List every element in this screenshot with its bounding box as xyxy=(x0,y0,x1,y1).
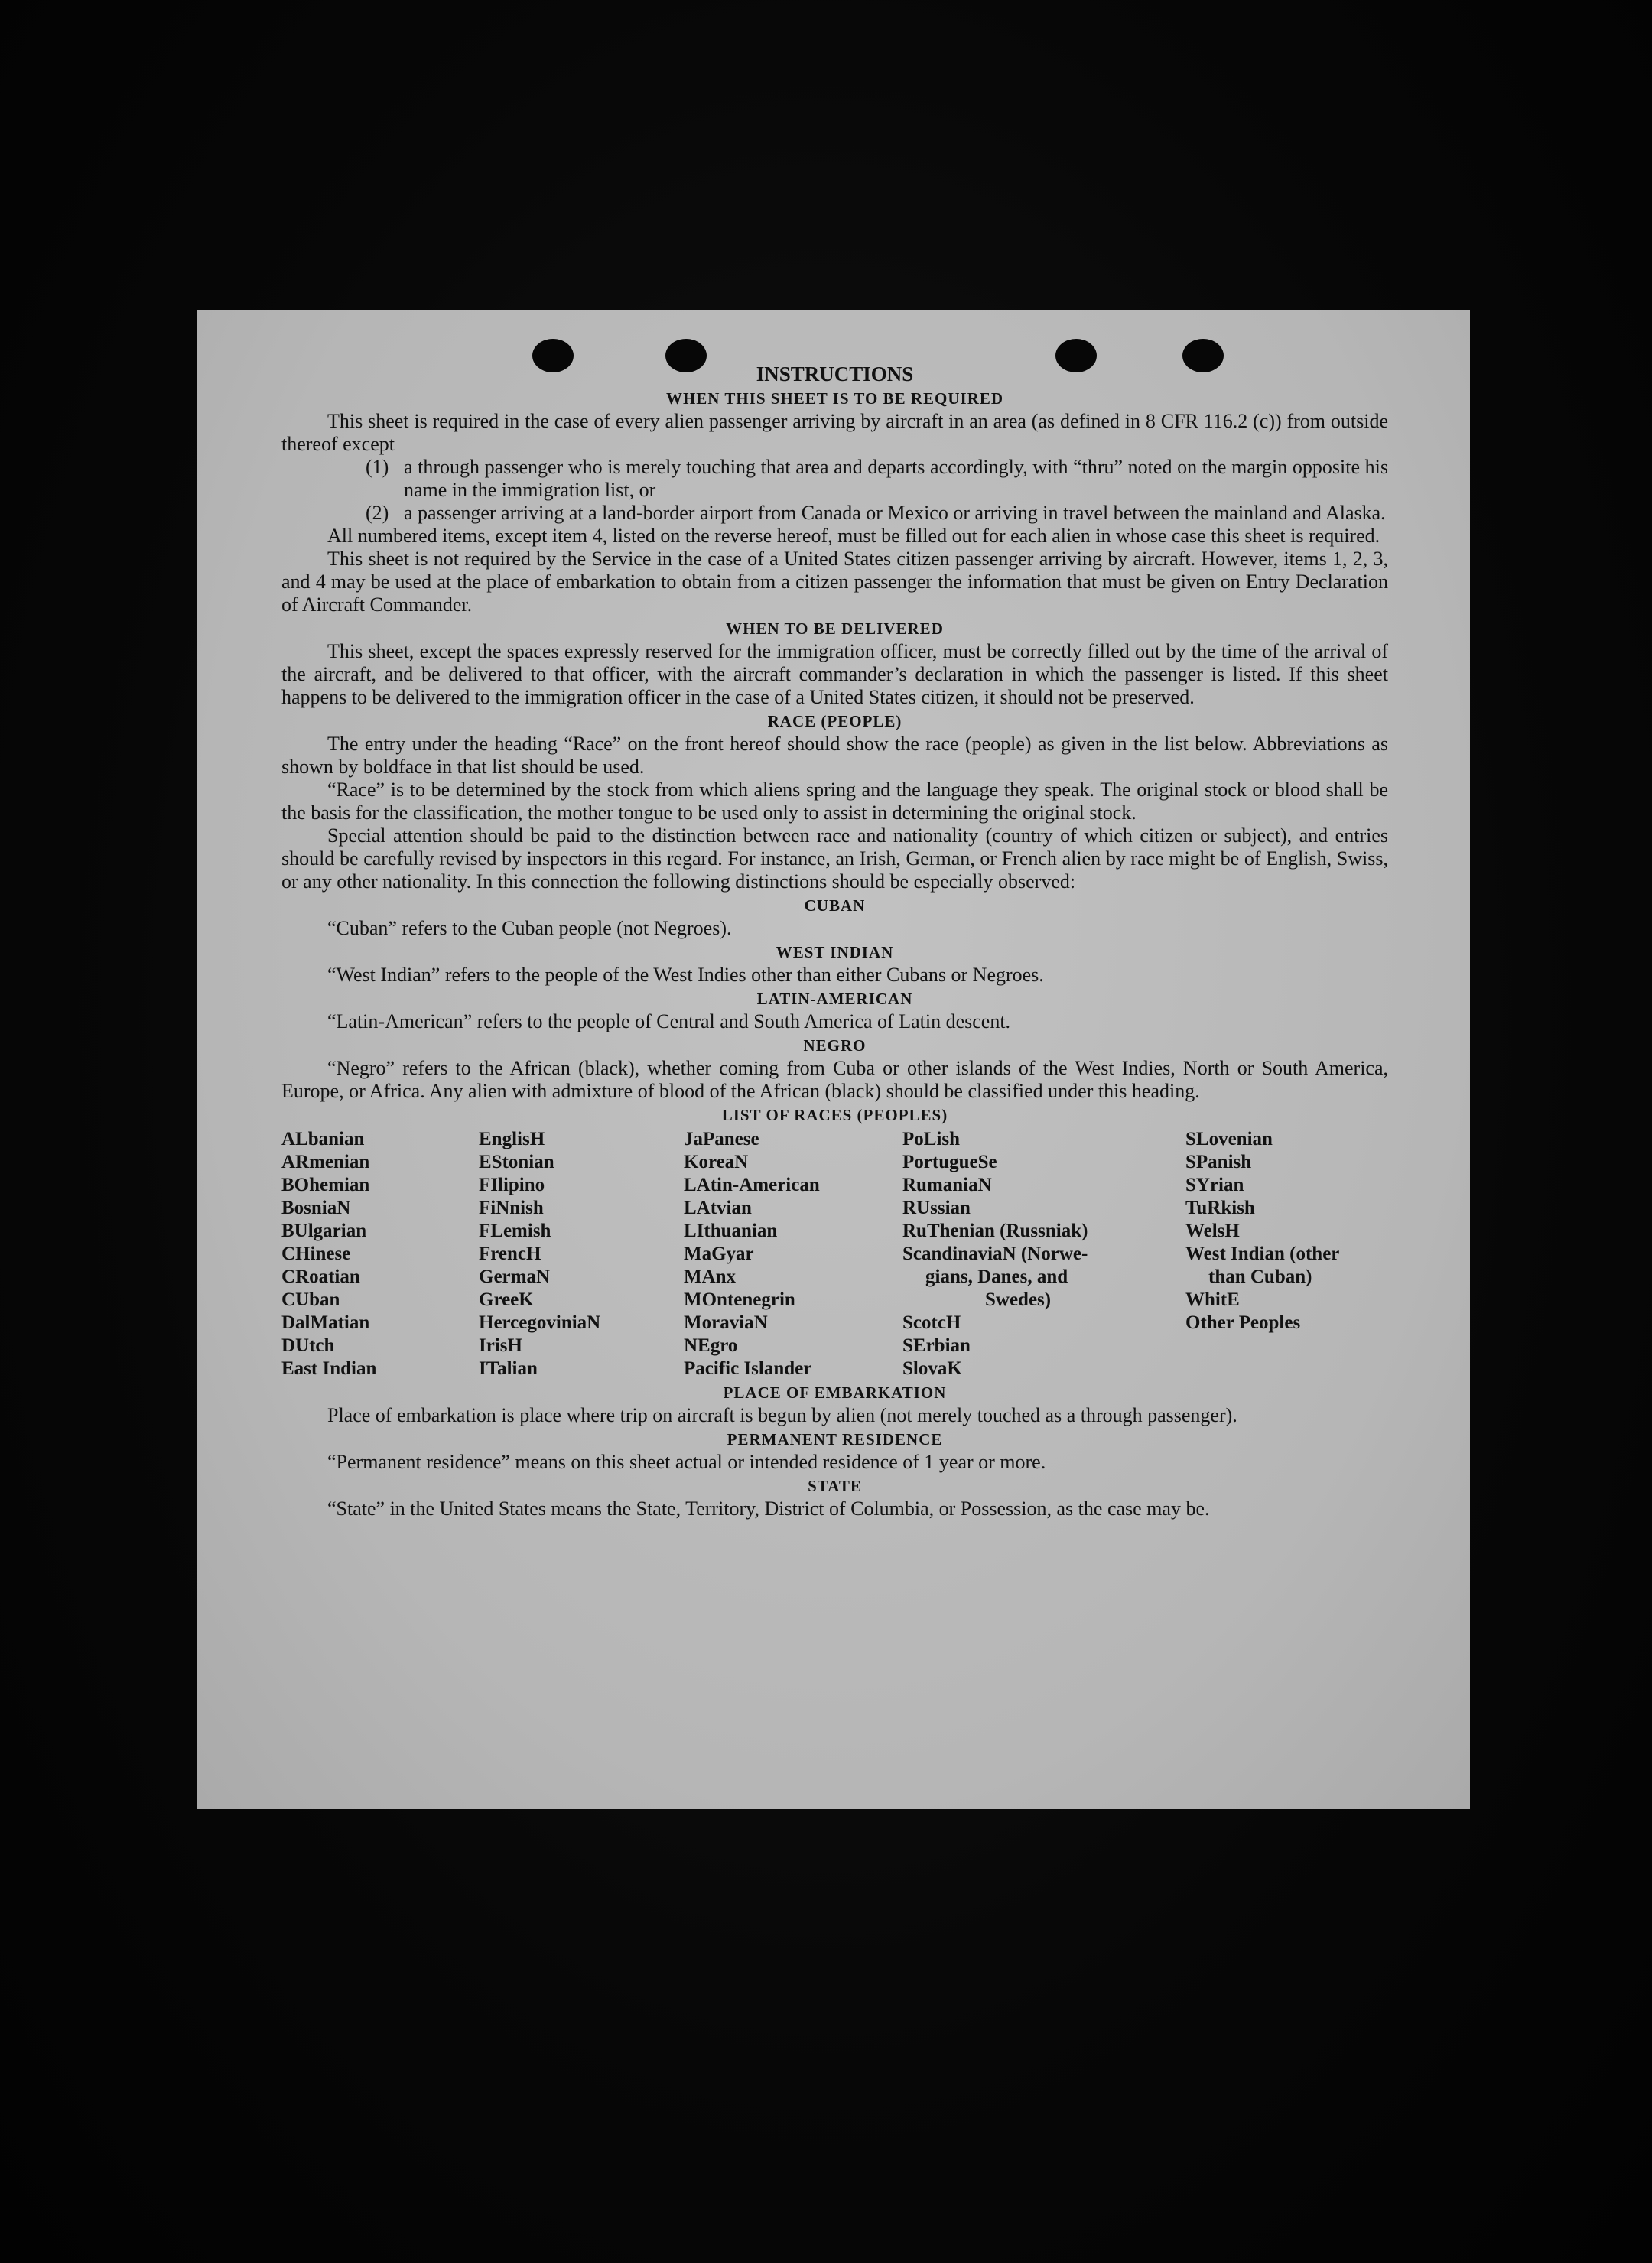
exception-item-1 xyxy=(281,456,1388,502)
race-entry: ITalian xyxy=(479,1358,538,1379)
race-entry: SLovenian xyxy=(1185,1129,1273,1149)
race-entry: MOntenegrin xyxy=(684,1289,795,1310)
races-column-4 xyxy=(902,1128,1185,1380)
race-entry: CRoatian xyxy=(281,1266,360,1287)
race-entry-west-indian-cont: than Cuban) xyxy=(1208,1266,1312,1287)
race-entry: JaPanese xyxy=(684,1129,759,1149)
race-entry-west-indian: West Indian (other xyxy=(1185,1244,1340,1264)
paragraph-cuban: “Cuban” refers to the Cuban people (not Negroes). xyxy=(327,917,732,939)
section-heading-when-delivered: WHEN TO BE DELIVERED xyxy=(726,619,944,638)
section-heading-latin-american: LATIN-AMERICAN xyxy=(756,990,913,1008)
section-heading-state: STATE xyxy=(808,1477,862,1495)
race-entry: PortugueSe xyxy=(902,1152,997,1172)
exception-number: (1) xyxy=(366,456,389,478)
paragraph-negro: “Negro” refers to the African (black), whether coming from Cuba or other islands of the West Indies, North or South America, Europe, or Africa. Any alien with admixture of blood of the African (black) should be classified under this heading. xyxy=(281,1057,1388,1102)
races-column-3 xyxy=(684,1128,902,1380)
races-column-2 xyxy=(479,1128,684,1380)
race-entry: PoLish xyxy=(902,1129,961,1149)
section-heading-embarkation: PLACE OF EMBARKATION xyxy=(723,1383,947,1402)
exception-number: (2) xyxy=(366,502,389,524)
race-entry-scandinavian-cont: gians, Danes, and xyxy=(925,1266,1068,1287)
race-entry: BOhemian xyxy=(281,1175,370,1195)
race-entry: SPanish xyxy=(1185,1152,1252,1172)
race-entry: FIlipino xyxy=(479,1175,545,1195)
paragraph-race-entry: The entry under the heading “Race” on the front hereof should show the race (people) as given in the list below. Abbreviations as shown by boldface in that list should be used. xyxy=(281,733,1388,778)
exception-text: a passenger arriving at a land-border airport from Canada or Mexico or arriving in travel between the mainland and Alaska. xyxy=(404,502,1386,524)
race-entry: RUssian xyxy=(902,1198,971,1218)
races-list xyxy=(281,1128,1388,1380)
race-entry: NEgro xyxy=(684,1335,738,1356)
race-entry: LAtin-American xyxy=(684,1175,820,1195)
race-entry: EnglisH xyxy=(479,1129,545,1149)
race-entry: DUtch xyxy=(281,1335,335,1356)
race-entry: ALbanian xyxy=(281,1129,365,1149)
section-heading-race: RACE (PEOPLE) xyxy=(767,712,902,730)
race-entry: WelsH xyxy=(1185,1221,1240,1241)
paragraph-race-stock: “Race” is to be determined by the stock from which aliens spring and the language they speak. The original stock or blood shall be the basis for the classification, the mother tongue to be used only to assist in determining the original stock. xyxy=(281,779,1388,824)
race-entry: CHinese xyxy=(281,1244,351,1264)
race-entry: ScotcH xyxy=(902,1312,961,1333)
section-heading-negro: NEGRO xyxy=(803,1036,867,1055)
race-entry: SErbian xyxy=(902,1335,971,1356)
race-entry: HercegoviniaN xyxy=(479,1312,601,1333)
paragraph-embarkation: Place of embarkation is place where trip on aircraft is begun by alien (not merely touched as a through passenger). xyxy=(327,1404,1237,1426)
races-column-1 xyxy=(281,1128,479,1380)
instructions-body xyxy=(281,362,1388,1520)
races-column-5 xyxy=(1185,1128,1388,1380)
section-heading-when-required: WHEN THIS SHEET IS TO BE REQUIRED xyxy=(665,389,1004,408)
paragraph-permanent-residence: “Permanent residence” means on this sheet actual or intended residence of 1 year or more. xyxy=(327,1451,1046,1473)
paragraph-delivery: This sheet, except the spaces expressly reserved for the immigration officer, must be correctly filled out by the time of the arrival of the aircraft, and be delivered to that officer, with the aircraft commander’s declaration in which the passenger is listed. If this sheet happens to be delivered to the immigration officer in the case of a United States citizen, it should not be preserved. xyxy=(281,640,1388,708)
race-entry: East Indian xyxy=(281,1358,377,1379)
race-entry: IrisH xyxy=(479,1335,522,1356)
race-entry: SlovaK xyxy=(902,1358,962,1379)
race-entry: WhitE xyxy=(1185,1289,1240,1310)
paragraph-citizen: This sheet is not required by the Service in the case of a United States citizen passenger arriving by aircraft. However, items 1, 2, 3, and 4 may be used at the place of embarkation to obtain from a citizen passenger the information that must be given on Entry Declaration of Aircraft Commander. xyxy=(281,548,1388,616)
race-entry: ARmenian xyxy=(281,1152,370,1172)
race-entry-scandinavian-cont: Swedes) xyxy=(985,1289,1052,1310)
paragraph-state: “State” in the United States means the State, Territory, District of Columbia, or Possession, as the case may be. xyxy=(327,1497,1210,1520)
paragraph-numbered-items: All numbered items, except item 4, listed on the reverse hereof, must be filled out for each alien in whose case this sheet is required. xyxy=(327,525,1380,547)
race-entry: Other Peoples xyxy=(1185,1312,1301,1333)
section-heading-west-indian: WEST INDIAN xyxy=(776,943,894,961)
race-entry: MAnx xyxy=(684,1266,737,1287)
instructions-title: INSTRUCTIONS xyxy=(756,363,914,385)
instruction-sheet xyxy=(197,310,1470,1809)
race-entry: GreeK xyxy=(479,1289,534,1310)
race-entry: GermaN xyxy=(479,1266,551,1287)
race-entry: DalMatian xyxy=(281,1312,370,1333)
paragraph-latin-american: “Latin-American” refers to the people of Central and South America of Latin descent. xyxy=(327,1010,1011,1032)
section-heading-list-of-races: LIST OF RACES (PEOPLES) xyxy=(721,1106,948,1124)
race-entry: Pacific Islander xyxy=(684,1358,812,1379)
race-entry: MoraviaN xyxy=(684,1312,768,1333)
race-entry: FiNnish xyxy=(479,1198,544,1218)
race-entry: BUlgarian xyxy=(281,1221,367,1241)
section-heading-cuban: CUBAN xyxy=(804,896,866,915)
race-entry: CUban xyxy=(281,1289,340,1310)
paragraph-required: This sheet is required in the case of every alien passenger arriving by aircraft in an area (as defined in 8 CFR 116.2 (c)) from outside thereof except xyxy=(281,410,1388,455)
race-entry: TuRkish xyxy=(1185,1198,1255,1218)
race-entry: LAtvian xyxy=(684,1198,752,1218)
paragraph-west-indian: “West Indian” refers to the people of the West Indies other than either Cubans or Negroes. xyxy=(327,964,1044,986)
section-heading-permanent-residence: PERMANENT RESIDENCE xyxy=(727,1430,943,1449)
race-entry: MaGyar xyxy=(684,1244,754,1264)
exception-text: a through passenger who is merely touching that area and departs accordingly, with “thru” noted on the margin opposite his name in the immigration list, or xyxy=(404,456,1388,501)
race-entry: RuThenian (Russniak) xyxy=(902,1221,1088,1241)
race-entry: LIthuanian xyxy=(684,1221,778,1241)
race-entry: BosniaN xyxy=(281,1198,351,1218)
race-entry: FrencH xyxy=(479,1244,541,1264)
race-entry-scandinavian: ScandinaviaN (Norwe- xyxy=(902,1244,1088,1264)
race-entry: KoreaN xyxy=(684,1152,749,1172)
exception-item-2 xyxy=(281,502,1388,525)
race-entry: EStonian xyxy=(479,1152,554,1172)
race-entry: SYrian xyxy=(1185,1175,1244,1195)
race-entry: RumaniaN xyxy=(902,1175,992,1195)
paragraph-race-nationality: Special attention should be paid to the distinction between race and nationality (country of which citizen or subject), and entries should be carefully revised by inspectors in this regard. For instance, an Irish, German, or French alien by race might be of English, Swiss, or any other nationality. In this connection the following distinctions should be especially observed: xyxy=(281,824,1388,893)
race-entry: FLemish xyxy=(479,1221,551,1241)
